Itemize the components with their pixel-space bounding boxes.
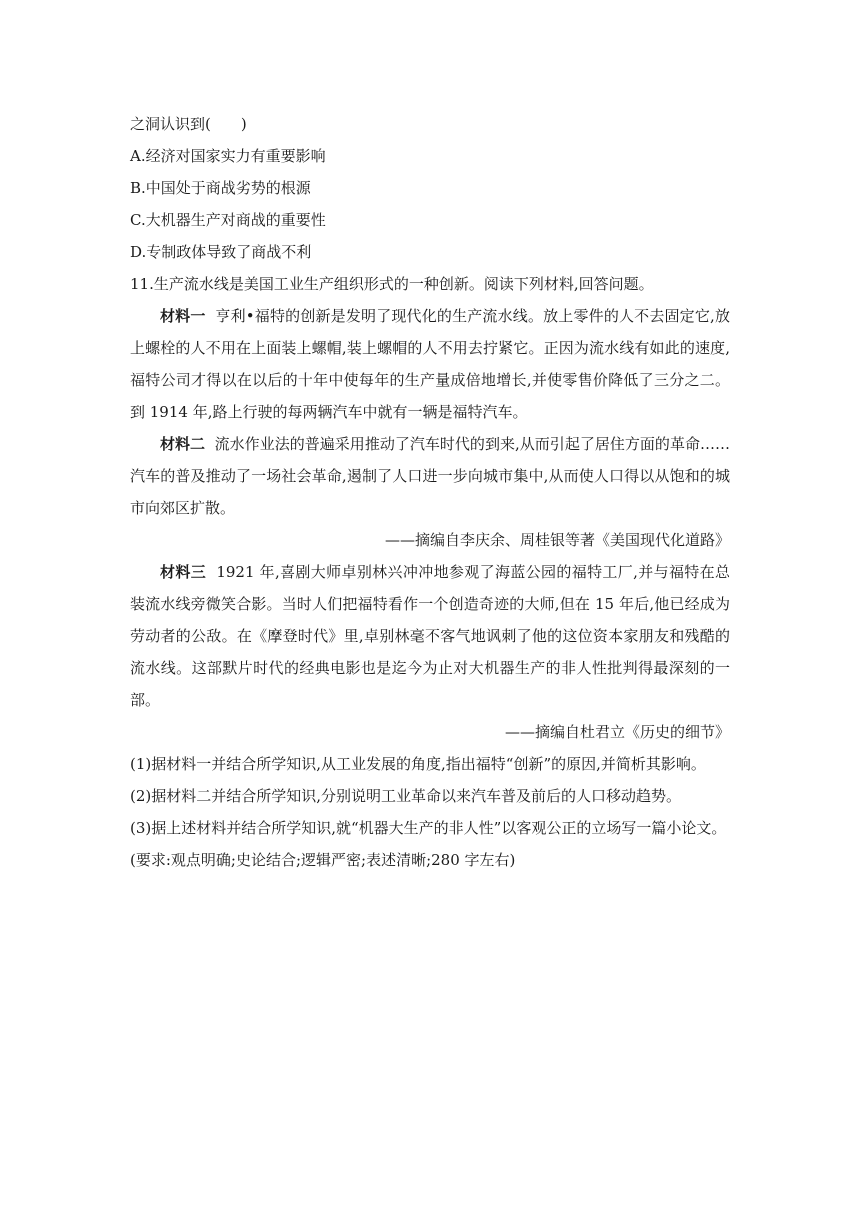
option-b: B.中国处于商战劣势的根源: [130, 179, 311, 197]
option-a: A.经济对国家实力有重要影响: [130, 147, 326, 165]
material-2-source: ——摘编自李庆余、周桂银等著《美国现代化道路》: [384, 531, 730, 549]
option-c: C.大机器生产对商战的重要性: [130, 211, 326, 229]
material-3-text: 1921 年,喜剧大师卓别林兴冲冲地参观了海蓝公园的福特工厂,并与福特在总装流水线旁微笑合影。当时人们把福特看作一个创造奇迹的大师,但在 15 年后,他已经成为劳动者的公敌。在《摩登时代》里,卓别林毫不客气地讽刺了他的这位资本家朋友和残酷的流水线。这部默片时代的经典电影也是迄今为止对大机器生产的非人性批判得最深刻的一部。: [130, 563, 730, 709]
question-11-intro: 11.生产流水线是美国工业生产组织形式的一种创新。阅读下列材料,回答问题。: [130, 275, 654, 293]
material-2: [130, 428, 730, 524]
material-1-label: 材料一: [160, 307, 206, 325]
sub-question-3-requirements: (要求:观点明确;史论结合;逻辑严密;表述清晰;280 字左右): [130, 851, 516, 869]
sub-question-1: (1)据材料一并结合所学知识,从工业发展的角度,指出福特“创新”的原因,并简析其影响。: [130, 755, 706, 773]
sub-question-3: (3)据上述材料并结合所学知识,就“机器大生产的非人性”以客观公正的立场写一篇小论文。: [130, 819, 727, 837]
material-3: [130, 556, 730, 716]
material-1: [130, 300, 730, 428]
material-1-text: 亨利•福特的创新是发明了现代化的生产流水线。放上零件的人不去固定它,放上螺栓的人不用在上面装上螺帽,装上螺帽的人不用去拧紧它。正因为流水线有如此的速度,福特公司才得以在以后的十年中使每年的生产量成倍地增长,并使零售价降低了三分之二。到 1914 年,路上行驶的每两辆汽车中就有一辆是福特汽车。: [130, 307, 730, 421]
document-page: [130, 108, 730, 876]
material-2-label: 材料二: [160, 435, 206, 453]
material-3-source: ——摘编自杜君立《历史的细节》: [504, 723, 730, 741]
material-2-text: 流水作业法的普遍采用推动了汽车时代的到来,从而引起了居住方面的革命……汽车的普及推动了一场社会革命,遏制了人口进一步向城市集中,从而使人口得以从饱和的城市向郊区扩散。: [130, 435, 730, 517]
sub-question-2: (2)据材料二并结合所学知识,分别说明工业革命以来汽车普及前后的人口移动趋势。: [130, 787, 682, 805]
option-d: D.专制政体导致了商战不利: [130, 243, 312, 261]
material-3-label: 材料三: [160, 563, 207, 581]
question-stem-tail: 之洞认识到( ): [130, 115, 247, 133]
